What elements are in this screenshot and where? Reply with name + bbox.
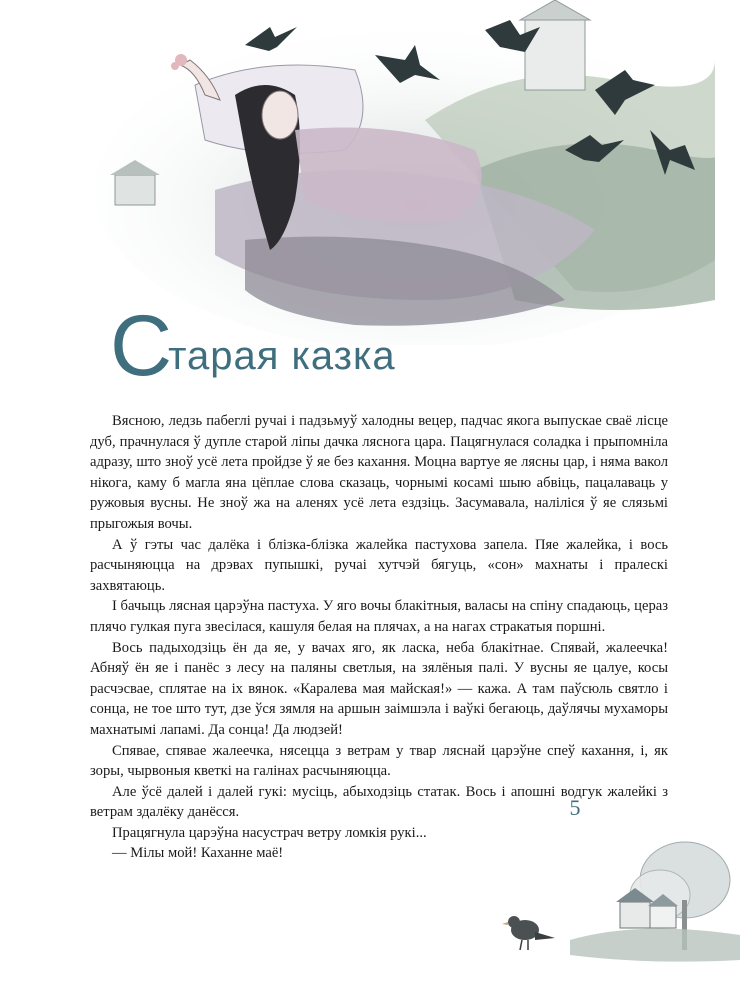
story-paragraph: Але ўсё далей і далей гукі: мусіць, абыходзіць статак. Вось і апошні водгук жалейкі з ветрам здалёку данёсся.	[90, 783, 668, 821]
story-paragraph: Працягнула царэўна насустрач ветру ломкія рукі...	[112, 824, 427, 841]
story-paragraph: І бачыць лясная царэўна пастуха. У яго вочы блакітныя, валасы на спіну спадаюць, цераз плячо гулкая пуга звесілася, кашуля белая на плячах, а на нагах стракатыя поршні.	[90, 598, 668, 635]
story-paragraph: — Мілы мой! Каханне маё!	[112, 845, 284, 862]
story-title	[110, 298, 530, 394]
sleeping-maiden-illustration	[95, 0, 715, 345]
title-initial: С	[110, 298, 169, 394]
story-paragraph: Спявае, спявае жалеечка, нясецца з ветрам у твар ляснай царэўне спеў кахання, і, як зоры, чырвоныя кветкі на галінах расчыняюцца.	[90, 742, 668, 780]
story-paragraph: Вясною, ледзь пабеглі ручаі і падзьмуў халодны вецер, падчас якога выпускае сваё лісце дуб, прачнулася ў дупле старой ліпы дачка ляснога цара. Пацягнулася соладка і прыпомніла адразу, што зноў усё лета пройдзе ў яе без кахання. Моцна вартуе яе лясны цар, і няма вакол нікога, каму б магла яна цёплае слова сказаць, чорнымі косамі шыю абвіць, пацалаваць у ружовыя вусны. Не зноў жа на аленях усё лета ездзіць. Засумавала, наліліся ў яе слязьмі прыгожыя вочы.	[90, 413, 668, 532]
footer-bird-village-illustration	[500, 840, 740, 970]
page-number: 5	[569, 795, 581, 820]
story-paragraph: А ў гэты час далёка і блізка-блізка жалейка пастухова запела. Пяе жалейка, і вось расчыняюцца на дрэвах пупышкі, ручаі хутчэй бягуць, «сон» махнаты і пралескі захвятаюць.	[90, 536, 668, 594]
title-rest: тарая казка	[168, 334, 396, 378]
story-paragraph: Вось падыходзіць ён да яе, у вачах яго, як ласка, неба блакітнае. Спявай, жалеечка! Абняў ён яе і панёс з лесу на паляны светлыя, на зялёныя палі. У вусны яе цалуе, косы расчэсвае, сплятае на іх вянок. «Каралева мая майская!» — кажа. А там паўсюль святло і сонца, не тое што тут, дзе ўся зямля на аршын заімшэла і ваўкі бегаюць, даўлячы мухаморы махнатымі лапамі. Да сонца! Да людзей!	[90, 639, 668, 738]
